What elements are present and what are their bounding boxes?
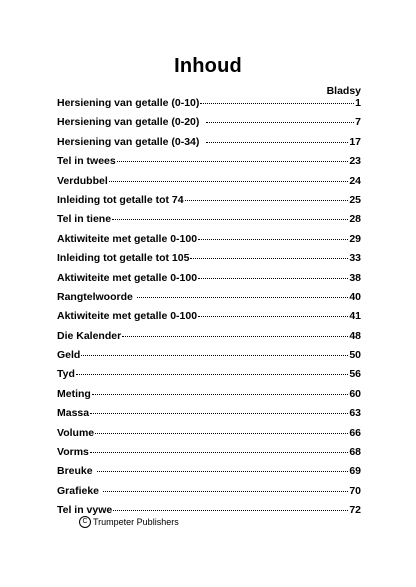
toc-entry (57, 97, 361, 116)
toc-entry (57, 349, 361, 368)
dot-leader (200, 103, 354, 104)
copyright-icon: C (79, 516, 91, 528)
dot-leader (137, 297, 349, 298)
toc-entry-label: Hersiening van getalle (0-10) (57, 97, 200, 109)
toc-entry (57, 194, 361, 213)
toc-entry-page: 66 (349, 426, 361, 439)
dot-leader (103, 491, 348, 492)
toc-entry-label: Tyd (57, 368, 75, 381)
toc-entry (57, 272, 361, 291)
toc-entry-label: Die Kalender (57, 329, 122, 342)
dot-leader (198, 316, 348, 317)
dot-leader (198, 239, 348, 240)
toc-entry (57, 233, 361, 252)
toc-entry (57, 388, 361, 407)
dot-leader (95, 433, 348, 434)
dot-leader (117, 161, 349, 162)
toc-entry-page: 25 (349, 193, 361, 206)
toc-entry-label: Hersiening van getalle (0-20) (57, 116, 206, 129)
dot-leader (81, 355, 348, 356)
toc-entry-page: 28 (349, 213, 361, 226)
toc-entry-label: Massa (57, 407, 90, 420)
toc-entry (57, 252, 361, 271)
toc-entry-label: Breuke (57, 465, 96, 478)
toc-entry-page: 38 (349, 271, 361, 284)
toc-entry-page: 23 (349, 155, 361, 168)
dot-leader (97, 471, 349, 472)
toc-entry-label: Volume (57, 426, 95, 439)
toc-entry-label: Tel in vywe (57, 504, 113, 517)
toc-entry-page: 70 (349, 484, 361, 497)
toc-entry (57, 446, 361, 465)
toc-entry-page: 60 (349, 387, 361, 400)
toc-entry-page: 40 (349, 290, 361, 303)
toc-entry-label: Verdubbel (57, 174, 108, 187)
toc-entry (57, 465, 361, 484)
toc-entry (57, 155, 361, 174)
toc-entry (57, 485, 361, 504)
toc-entry-label: Aktiwiteite met getalle 0-100 (57, 271, 198, 284)
toc-entry-label: Tel in twees (57, 155, 116, 168)
toc-entry (57, 175, 361, 194)
toc-entry-page: 29 (349, 232, 361, 245)
toc-entry-label: Geld (57, 349, 81, 362)
dot-leader (112, 219, 348, 220)
dot-leader (206, 122, 354, 123)
toc-entry-label: Inleiding tot getalle tot 105 (57, 252, 190, 265)
toc-entry-page: 41 (349, 310, 361, 323)
table-of-contents (57, 97, 361, 524)
page-title: Inhoud (174, 55, 242, 77)
toc-entry-label: Meting (57, 387, 91, 400)
toc-entry-label: Hersiening van getalle (0-34) (57, 135, 206, 148)
toc-entry (57, 330, 361, 349)
publisher-name: Trumpeter Publishers (93, 517, 179, 527)
page-column-header: Bladsy (326, 85, 361, 97)
toc-entry-page: 48 (349, 329, 361, 342)
dot-leader (92, 394, 348, 395)
toc-entry-label: Inleiding tot getalle tot 74 (57, 193, 184, 206)
toc-entry-page: 1 (355, 97, 361, 109)
toc-entry-label: Aktiwiteite met getalle 0-100 (57, 310, 198, 323)
toc-entry (57, 291, 361, 310)
toc-entry (57, 427, 361, 446)
toc-entry (57, 310, 361, 329)
copyright-footer (79, 516, 179, 528)
toc-entry-page: 72 (349, 504, 361, 517)
toc-entry (57, 213, 361, 232)
toc-entry-label: Tel in tiene (57, 213, 112, 226)
toc-entry (57, 116, 361, 135)
toc-entry-label: Aktiwiteite met getalle 0-100 (57, 232, 198, 245)
toc-entry-page: 17 (349, 135, 361, 148)
toc-entry (57, 368, 361, 387)
dot-leader (90, 452, 348, 453)
toc-entry-page: 50 (349, 349, 361, 362)
dot-leader (109, 181, 349, 182)
dot-leader (190, 258, 348, 259)
toc-entry (57, 407, 361, 426)
toc-entry-page: 7 (355, 116, 361, 129)
dot-leader (185, 200, 349, 201)
toc-entry-page: 33 (349, 252, 361, 265)
toc-entry-page: 56 (349, 368, 361, 381)
toc-entry (57, 136, 361, 155)
dot-leader (198, 278, 348, 279)
toc-entry-page: 69 (349, 465, 361, 478)
toc-entry-page: 24 (349, 174, 361, 187)
toc-entry-label: Grafieke (57, 484, 102, 497)
dot-leader (113, 510, 348, 511)
toc-entry-label: Vorms (57, 446, 89, 459)
dot-leader (206, 142, 348, 143)
dot-leader (90, 413, 348, 414)
dot-leader (76, 374, 348, 375)
dot-leader (122, 336, 348, 337)
toc-entry-page: 63 (349, 407, 361, 420)
toc-entry-label: Rangtelwoorde (57, 290, 136, 303)
toc-entry-page: 68 (349, 446, 361, 459)
